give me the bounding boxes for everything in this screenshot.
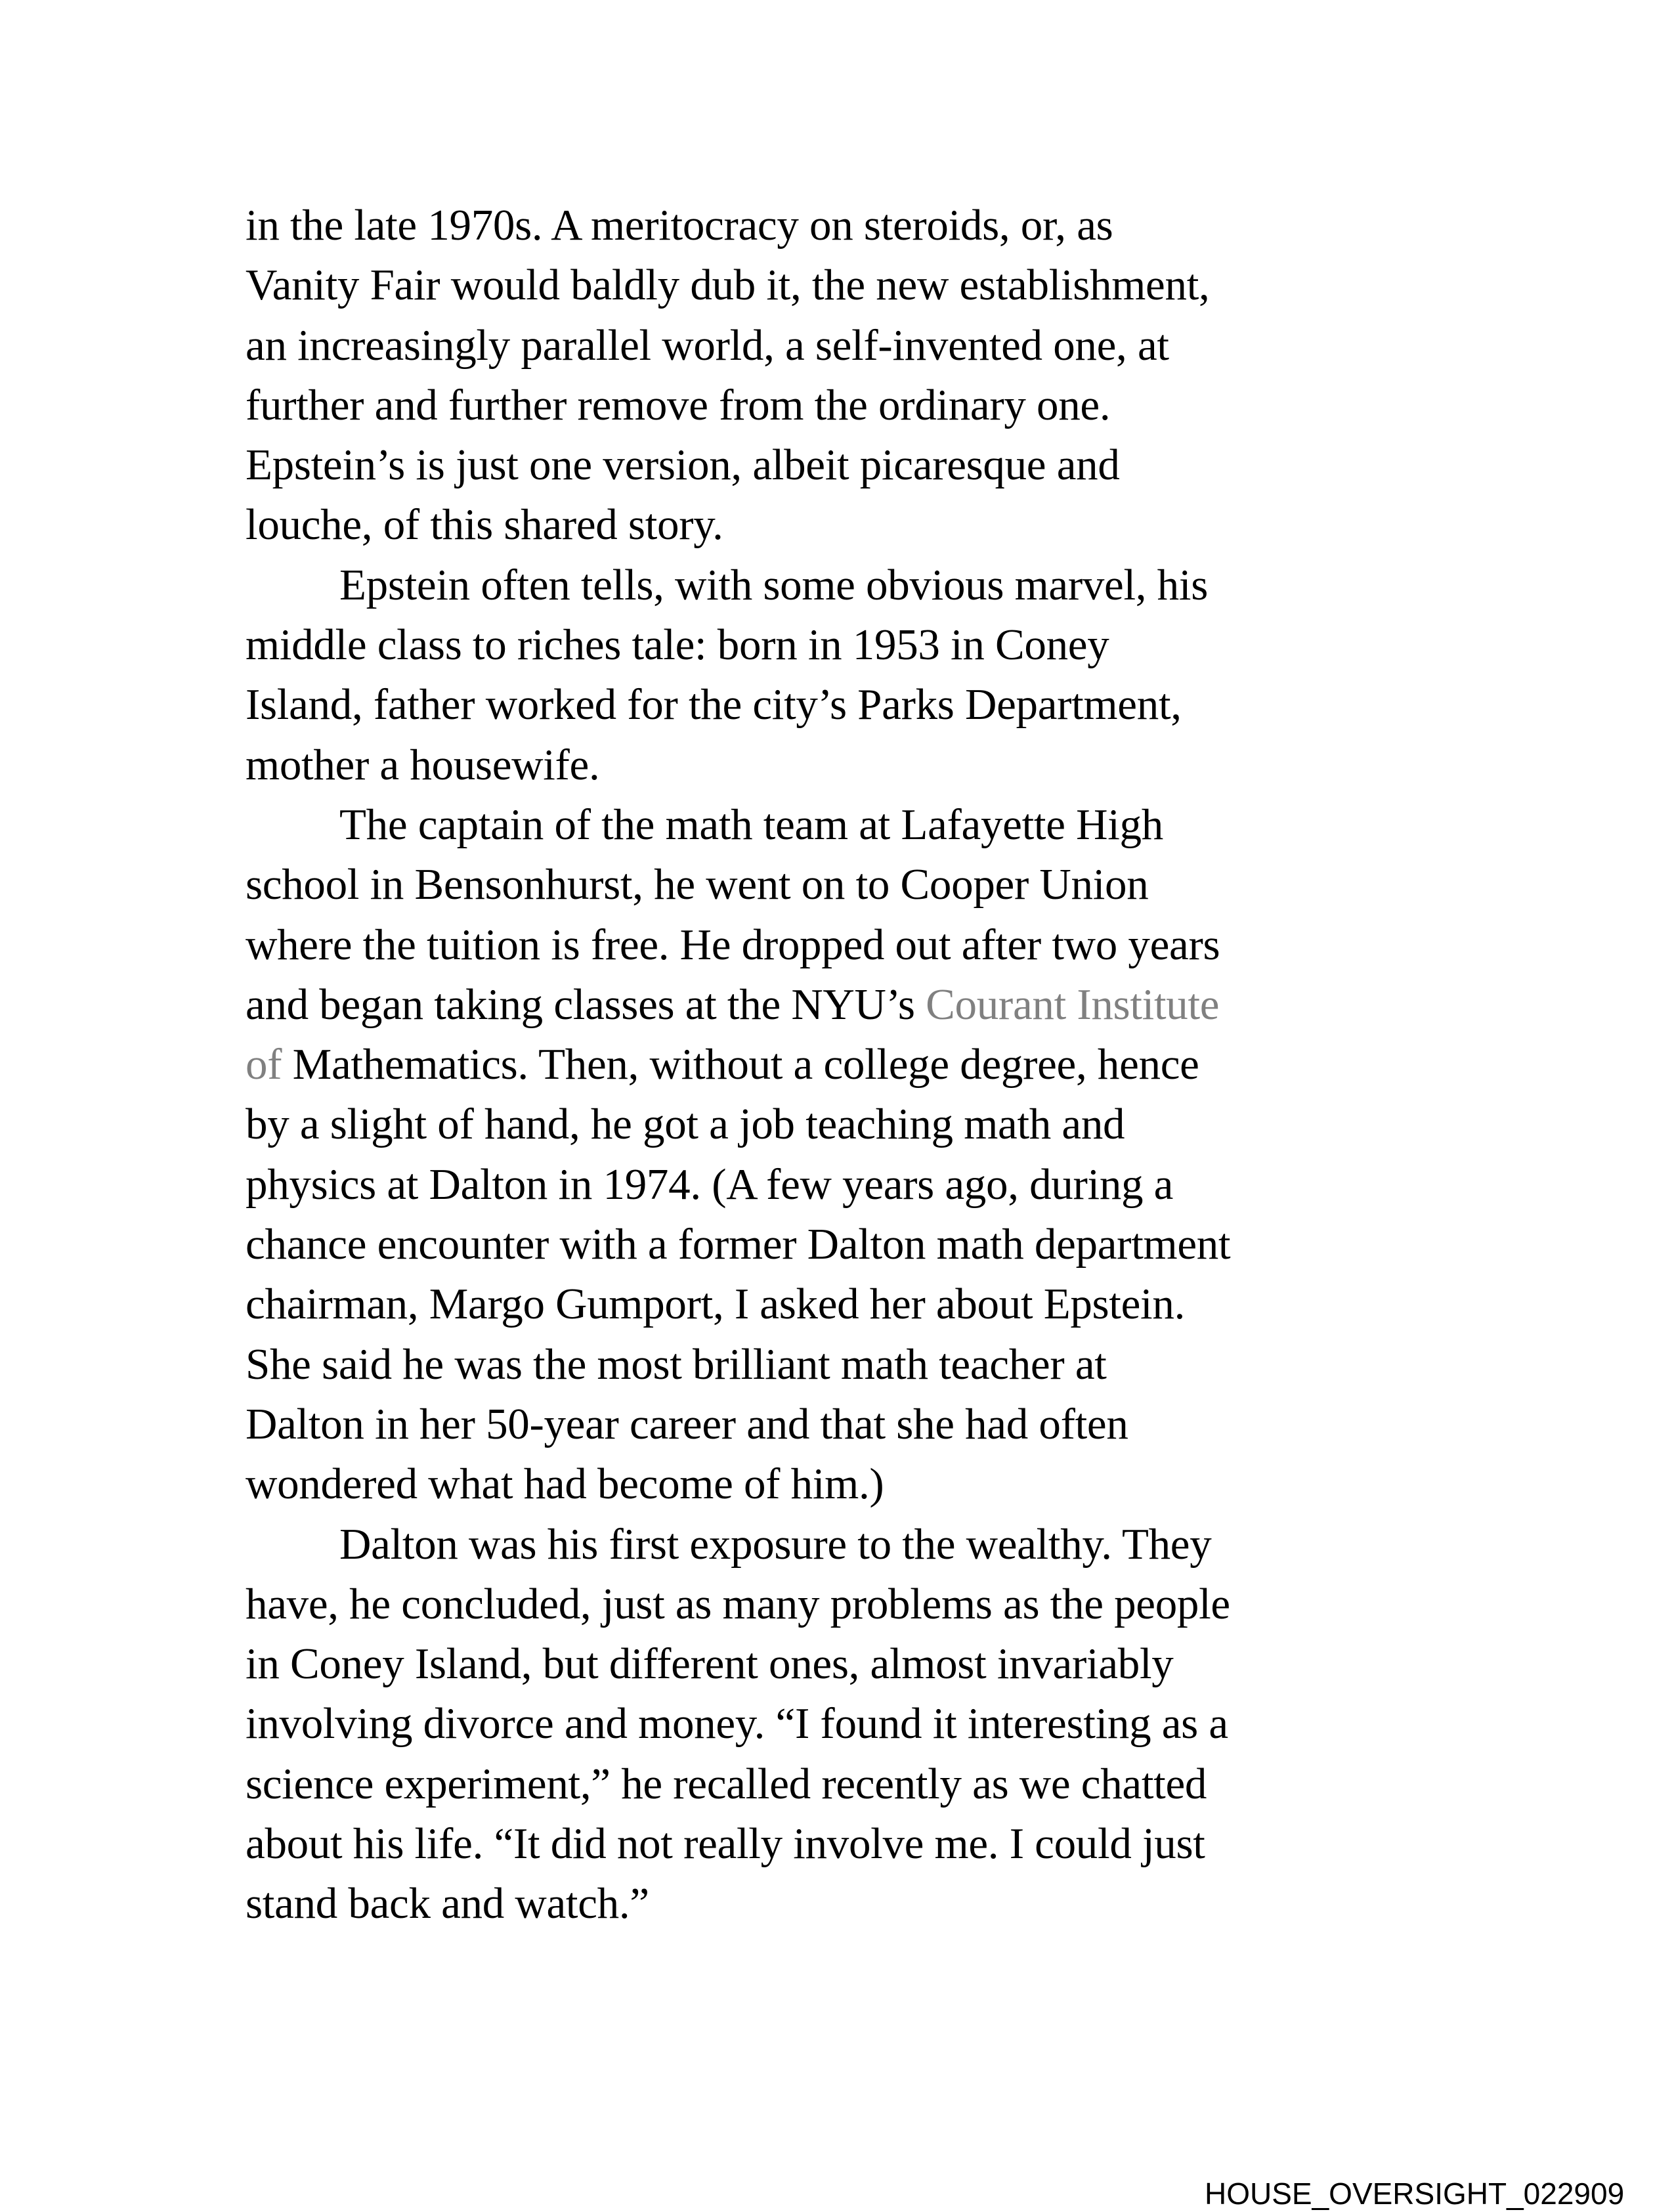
text-line: where the tuition is free. He dropped out after two years: [246, 920, 1220, 969]
bates-number: HOUSE_OVERSIGHT_022909: [1205, 2177, 1625, 2211]
text-line: She said he was the most brilliant math teacher at: [246, 1339, 1107, 1389]
text-segment: Mathematics. Then, without a college degree, hence: [282, 1040, 1199, 1089]
text-line: by a slight of hand, he got a job teaching math and: [246, 1100, 1125, 1149]
text-line: school in Bensonhurst, he went on to Cooper Union: [246, 860, 1149, 909]
text-line: Vanity Fair would baldly dub it, the new establishment,: [246, 261, 1210, 310]
text-line: Dalton in her 50-year career and that she had often: [246, 1399, 1128, 1448]
text-line: louche, of this shared story.: [246, 500, 723, 550]
text-line: stand back and watch.”: [246, 1879, 649, 1928]
text-line: physics at Dalton in 1974. (A few years ago, during a: [246, 1160, 1174, 1209]
paragraph-2: [246, 555, 1480, 795]
text-line: Island, father worked for the city’s Parks Department,: [246, 680, 1182, 729]
text-line: mother a housewife.: [246, 740, 600, 789]
text-line: Epstein’s is just one version, albeit picaresque and: [246, 441, 1120, 490]
text-line-with-link: [246, 975, 1480, 1035]
text-line: chance encounter with a former Dalton math department: [246, 1220, 1231, 1269]
text-line: involving divorce and money. “I found it interesting as a: [246, 1699, 1228, 1748]
document-page: [246, 196, 1480, 1934]
text-line-with-link: [246, 1035, 1480, 1095]
text-line: an increasingly parallel world, a self-invented one, at: [246, 320, 1169, 370]
text-segment: and began taking classes at the NYU’s: [246, 980, 926, 1029]
text-line: in Coney Island, but different ones, almost invariably: [246, 1639, 1174, 1689]
text-line: wondered what had become of him.): [246, 1460, 884, 1509]
text-line: in the late 1970s. A meritocracy on steroids, or, as: [246, 201, 1113, 249]
text-line: science experiment,” he recalled recently as we chatted: [246, 1759, 1207, 1808]
paragraph-1: [246, 196, 1480, 555]
text-line: about his life. “It did not really involve me. I could just: [246, 1819, 1205, 1869]
paragraph-4: [246, 1515, 1480, 1934]
text-line: further and further remove from the ordinary one.: [246, 380, 1111, 429]
text-line: middle class to riches tale: born in 1953 in Coney: [246, 620, 1109, 670]
text-line: Dalton was his first exposure to the wealthy. They: [339, 1519, 1212, 1569]
text-line: Epstein often tells, with some obvious marvel, his: [339, 560, 1208, 609]
courant-institute-link[interactable]: Courant Institute: [926, 980, 1220, 1029]
text-line: chairman, Margo Gumport, I asked her about Epstein.: [246, 1280, 1186, 1329]
text-line: have, he concluded, just as many problems as the people: [246, 1579, 1230, 1628]
courant-institute-link-continued[interactable]: of: [246, 1040, 282, 1089]
text-line: The captain of the math team at Lafayette High: [339, 800, 1163, 849]
paragraph-3: [246, 795, 1480, 1515]
